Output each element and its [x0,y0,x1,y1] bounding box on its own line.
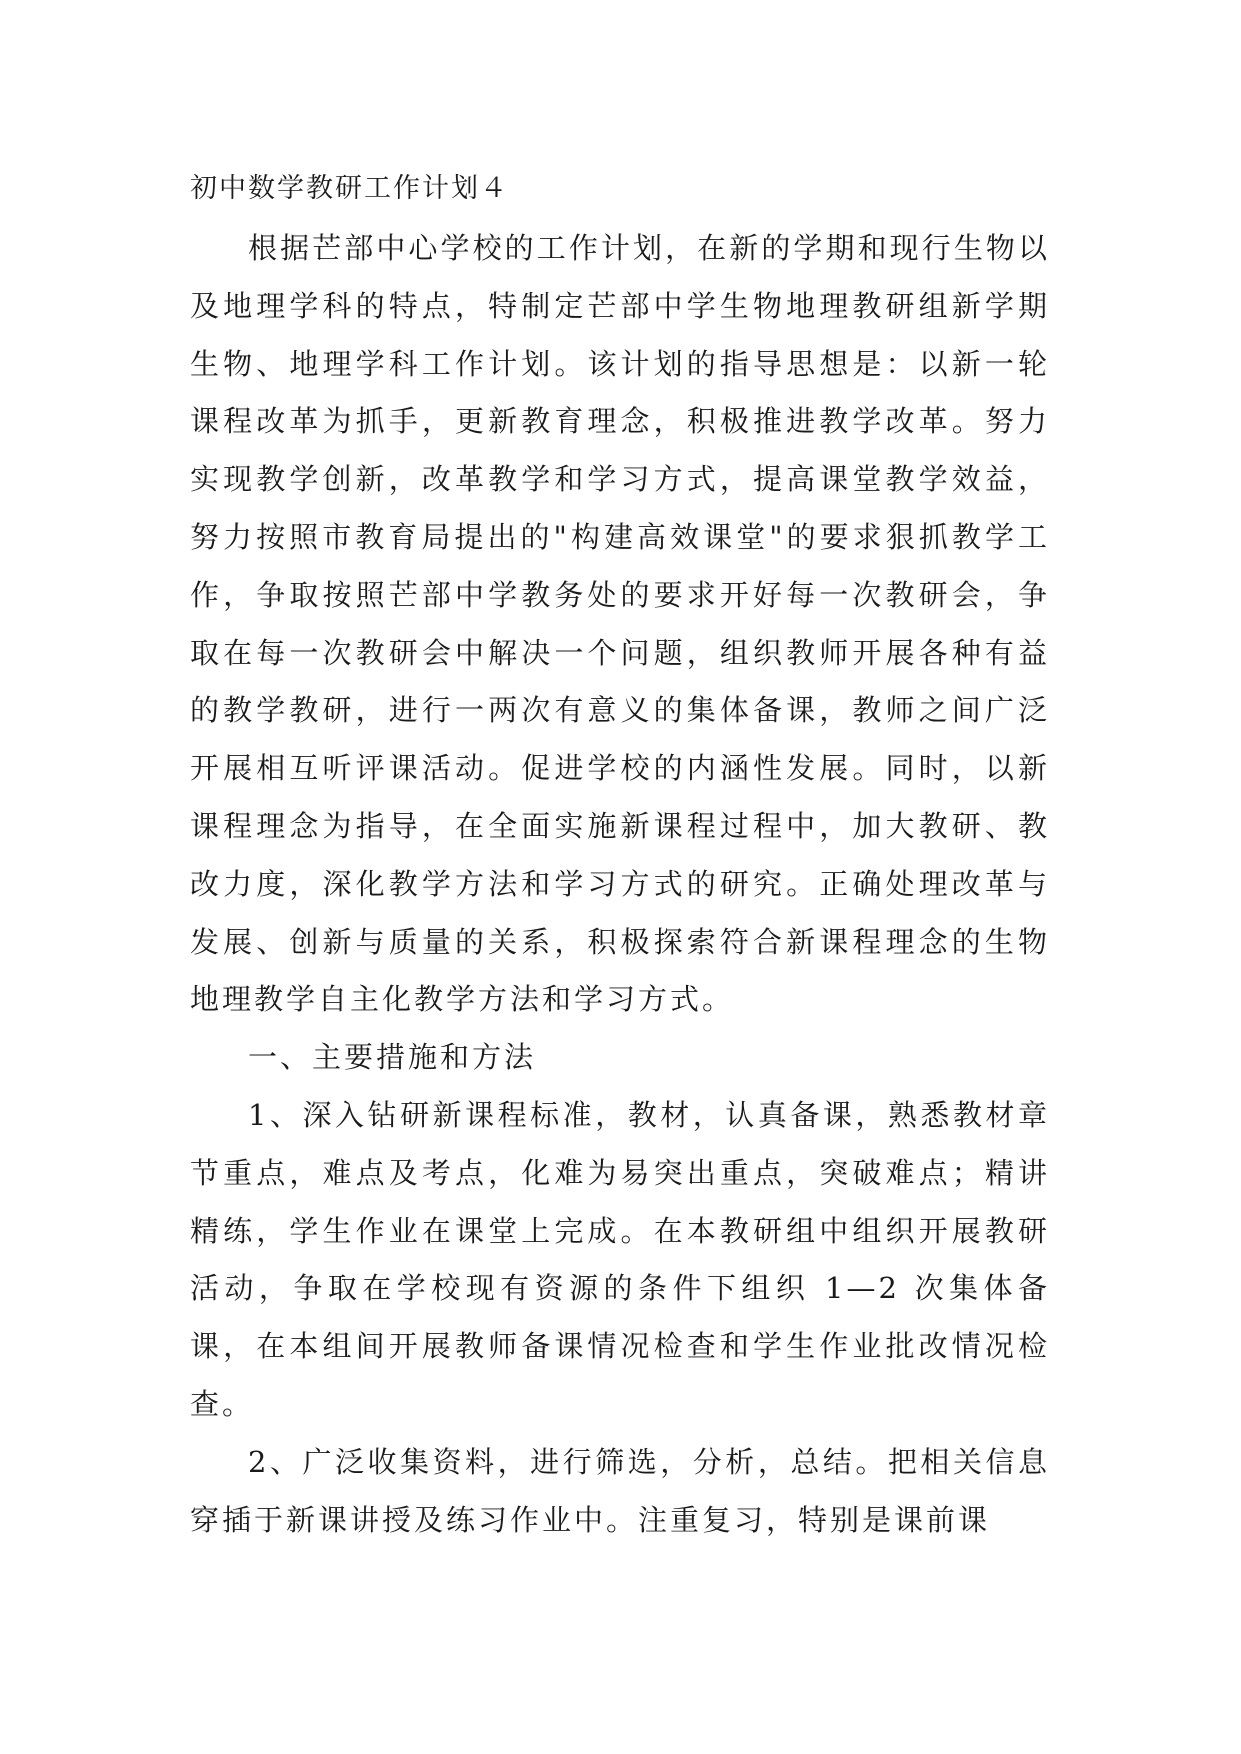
measure-item-1: 1、深入钻研新课程标准，教材，认真备课，熟悉教材章节重点，难点及考点，化难为易突出重点，突破难点；精讲精练，学生作业在课堂上完成。在本教研组中组织开展教研活动，争取在学校现有资源的条件下组织 1—2 次集体备课，在本组间开展教师备课情况检查和学生作业批改情况检查。 [190,1097,1050,1421]
section-heading: 一、主要措施和方法 [248,1040,537,1075]
document-title: 初中数学教研工作计划４ [190,173,509,204]
measure-item-2: 2、广泛收集资料，进行筛选，分析，总结。把相关信息穿插于新课讲授及练习作业中。注重复习，特别是课前课 [190,1444,1050,1537]
intro-paragraph: 根据芒部中心学校的工作计划，在新的学期和现行生物以及地理学科的特点，特制定芒部中学生物地理教研组新学期生物、地理学科工作计划。该计划的指导思想是：以新一轮课程改革为抓手，更新教育理念，积极推进教学改革。努力实现教学创新，改革教学和学习方式，提高课堂教学效益，努力按照市教育局提出的"构建高效课堂"的要求狠抓教学工作，争取按照芒部中学教务处的要求开好每一次教研会，争取在每一次教研会中解决一个问题，组织教师开展各种有益的教学教研，进行一两次有意义的集体备课，教师之间广泛开展相互听评课活动。促进学校的内涵性发展。同时，以新课程理念为指导，在全面实施新课程过程中，加大教研、教改力度，深化教学方法和学习方式的研究。正确处理改革与发展、创新与质量的关系，积极探索符合新课程理念的生物地理教学自主化教学方法和学习方式。 [190,231,1050,1017]
document-body [190,160,1050,1549]
